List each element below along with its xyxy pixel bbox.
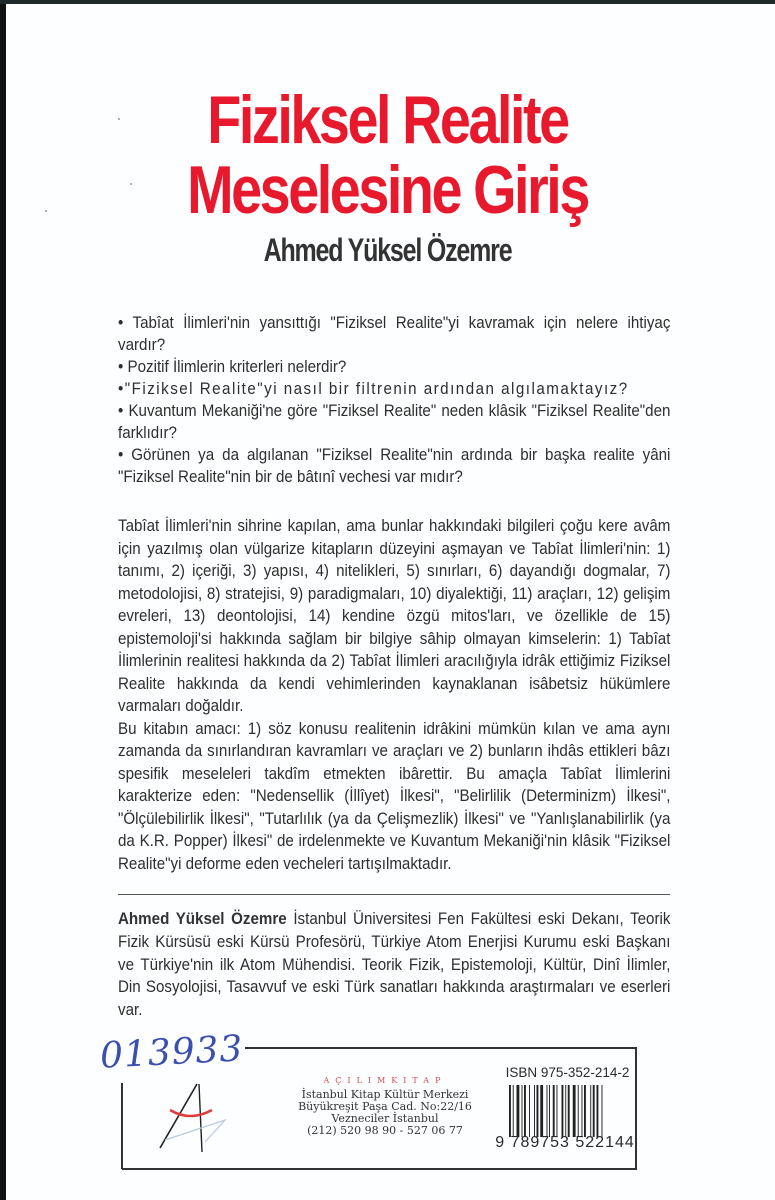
blurb-paragraph: Tabîat İlimleri'nin sihrine kapılan, ama bunlar hakkındaki bilgileri çoğu kere avâm için yazılmış olan vülgarize kitapların düzeyini aşmayan ve Tabîat İlimleri'nin: 1) tanımı, 2) içeriği, 3) yapısı, 4) nitelikleri, 5) sınırları, 6) dayandığı dogmalar, 7) metodolojisi, 8) stratejisi, 9) paradigmaları, 10) diyalektiği, 11) araçları, 12) gelişim evreleri, 13) deontolojisi, 14) kendine özgü mitos'ları, ve özellikle de 15) epistemoloji'si hakkında sağlam bir bilgiye sâhip olmayan kimselerin: 1) Tabîat İlimlerinin realitesi hakkında da 2) Tabîat İlimleri aracılığıyla idrâk ettiğimiz Fiziksel Realite hakkında da kendi vehimlerinden kaynaklanan isâbetsiz hükümlere varmaları doğaldır. (118, 517, 671, 715)
publisher-phone: (212) 520 98 90 - 527 06 77 (307, 1124, 463, 1137)
barcode-bar (524, 1085, 526, 1137)
scan-speck (45, 210, 47, 212)
bio-author-name: Ahmed Yüksel Özemre (118, 910, 287, 928)
barcode-bar (593, 1085, 595, 1137)
publisher-brand: AÇILIMKITAP (323, 1076, 447, 1085)
author-bio (118, 908, 670, 1022)
scan-speck (130, 183, 132, 185)
question-item: • Pozitif İlimlerin kriterleri nelerdir? (118, 358, 347, 376)
publisher-line: Büyükreşit Paşa Cad. No:22/16 (298, 1100, 472, 1113)
barcode-icon (509, 1085, 626, 1137)
barcode-bar (547, 1085, 548, 1137)
barcode-bar (549, 1085, 550, 1137)
barcode-bar (540, 1085, 543, 1137)
scan-edge-left (0, 0, 6, 1200)
frame-left-line (121, 1083, 123, 1169)
barcode-bar (562, 1085, 564, 1137)
frame-top-line (245, 1047, 637, 1049)
ean-number: 9 789753 522144 (495, 1134, 635, 1151)
blurb (118, 515, 670, 875)
barcode-bar (582, 1085, 583, 1137)
isbn-label: ISBN 975-352-214-2 (505, 1065, 630, 1080)
publisher-line: Vezneciler İstanbul (331, 1112, 439, 1125)
barcode-bar (513, 1085, 514, 1137)
barcode-bar (534, 1085, 535, 1137)
publisher-info (290, 1075, 480, 1137)
barcode-bar (565, 1085, 566, 1137)
barcode-bar (590, 1085, 591, 1137)
question-item: • Görünen ya da algılanan "Fiziksel Realite"nin ardında bir başka realite yâni "Fiziksel Realite"nin bir de bâtınî vechesi var mıdır? (118, 446, 671, 486)
publisher-line: İstanbul Kitap Kültür Merkezi (301, 1088, 469, 1101)
question-item: •"Fiziksel Realite"yi nasıl bir filtrenin ardından algılamaktayız? (118, 380, 629, 398)
author-heading: Ahmed Yüksel Özemre (263, 232, 512, 268)
scan-speck (118, 118, 120, 120)
barcode-bar (557, 1085, 558, 1137)
barcode-bar (529, 1085, 530, 1137)
section-divider (118, 894, 670, 895)
barcode-bar (578, 1085, 579, 1137)
barcode-bar (517, 1085, 520, 1137)
barcode-bar (584, 1085, 586, 1137)
barcode-bar (568, 1085, 570, 1137)
barcode-bar (522, 1085, 523, 1137)
book-title-line2: Meselesine Giriş (187, 152, 588, 228)
barcode-bar (509, 1085, 511, 1137)
bio-text: İstanbul Üniversitesi Fen Fakültesi eski Dekanı, Teorik Fizik Kürsüsü eski Kürsü Profesörü, Türkiye Atom Enerjisi Kurumu eski Başkanı ve Türkiye'nin ilk Atom Mühendisi. Teorik Fizik, Epistemoloji, Kültür, Dinî İlimler, Din Sosyolojisi, Tasavvuf ve eski Türk sanatları hakkında araştırmaları ve eserleri var. (118, 910, 671, 1020)
blurb-paragraph: Bu kitabın amacı: 1) söz konusu realitenin idrâkini mümkün kılan ve ama aynı zamanda da sınırlandıran kavramları ve araçları ve 2) bunların ihdâs ettikleri bâzı spesifik meseleleri takdîm etmekten ibârettir. Bu amaçla Tabîat İlimlerini karakterize eden: "Nedensellik (İllîyet) İlkesi", "Belirlilik (Determinizm) İlkesi", "Ölçülebilirlik İlkesi", "Tutarlılık (ya da Çelişmezlik) İlkesi" ve "Yanlışlanabilirlik (ya da K.R. Popper) İlkesi" de irdelenmekte ve Kuvantum Mekaniği'nin klâsik "Fiziksel Realite"yi deforme eden vecheleri tartışılmaktadır. (118, 719, 671, 873)
barcode-bar (553, 1085, 555, 1137)
barcode-bar (597, 1085, 599, 1137)
question-item: • Tabîat İlimleri'nin yansıttığı "Fiziksel Realite"yi kavramak için nelere ihtiyaç vardır? (118, 314, 671, 354)
barcode-bar (573, 1085, 576, 1137)
barcode-bar (602, 1085, 603, 1137)
question-list (118, 312, 670, 488)
scan-edge-top (0, 0, 775, 4)
compass-a-logo-icon (150, 1080, 230, 1155)
book-title-line1: Fiziksel Realite (207, 82, 568, 158)
question-item: • Kuvantum Mekaniği'ne göre "Fiziksel Realite" neden klâsik "Fiziksel Realite"den farklıdır? (118, 402, 671, 442)
handwritten-inventory-number: 013933 (99, 1028, 245, 1077)
barcode-bar (537, 1085, 539, 1137)
